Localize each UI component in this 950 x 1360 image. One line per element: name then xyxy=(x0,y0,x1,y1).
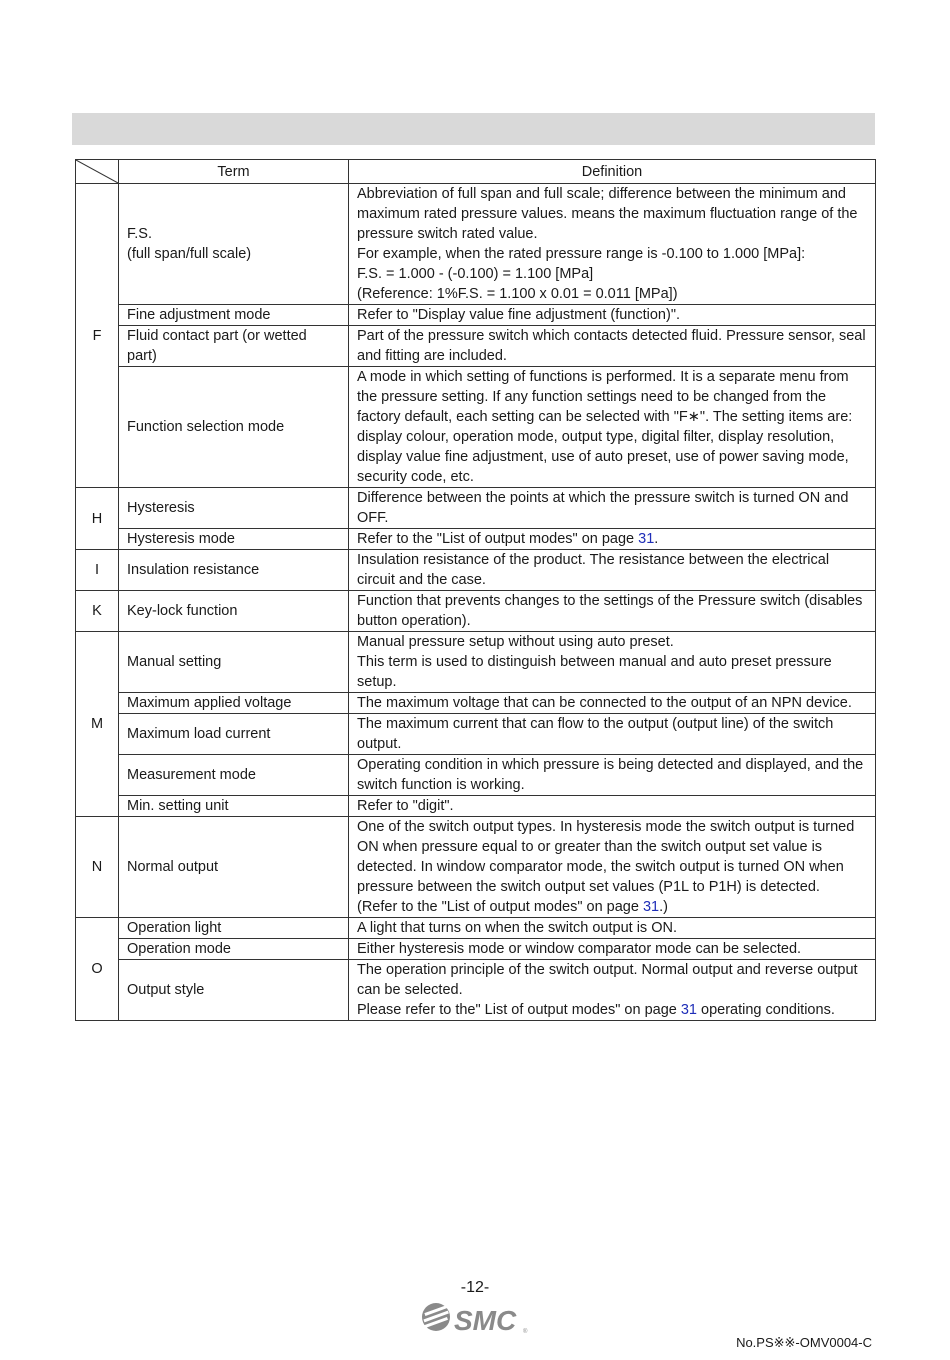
term-cell xyxy=(119,488,349,529)
index-letter: M xyxy=(76,632,119,817)
term-text: Insulation resistance xyxy=(127,562,260,578)
definition-cell xyxy=(349,632,876,693)
index-letter: I xyxy=(76,550,119,591)
definition-text: Operating condition in which pressure is being detected and displayed, and the switch function is working. xyxy=(357,757,864,793)
svg-text:®: ® xyxy=(523,1329,528,1335)
glossary-table xyxy=(75,159,876,1021)
definition-text: (Refer to the "List of output modes" on page 31.) xyxy=(357,899,668,915)
term-cell xyxy=(119,184,349,305)
definition-cell xyxy=(349,326,876,367)
definition-text: Manual pressure setup without using auto preset. xyxy=(357,634,674,650)
term-text: Manual setting xyxy=(127,654,222,670)
term-text: Measurement mode xyxy=(127,767,256,783)
term-cell xyxy=(119,796,349,817)
term-text: Hysteresis xyxy=(127,500,195,516)
term-cell xyxy=(119,817,349,918)
term-text: (full span/full scale) xyxy=(127,246,252,262)
definition-text: One of the switch output types. In hysteresis mode the switch output is turned ON when pressure equal to or greater than the switch output set value is detected. In window comparator mode, the switch output is turned ON when pressure between the switch output set values (P1L to P1H) is detected. xyxy=(357,819,855,895)
definition-text: Insulation resistance of the product. The resistance between the electrical circuit and the case. xyxy=(357,552,830,588)
index-letter: N xyxy=(76,817,119,918)
table-row xyxy=(76,693,876,714)
term-text: Min. setting unit xyxy=(127,798,229,814)
table-row xyxy=(76,550,876,591)
term-text: F.S. xyxy=(127,226,152,242)
definition-text: Part of the pressure switch which contacts detected fluid. Pressure sensor, seal and fitting are included. xyxy=(357,328,866,364)
table-row xyxy=(76,184,876,305)
term-cell xyxy=(119,714,349,755)
definition-text: Either hysteresis mode or window comparator mode can be selected. xyxy=(357,941,802,957)
definition-text: Abbreviation of full span and full scale; difference between the minimum and maximum rated pressure values. means the maximum fluctuation range of the pressure switch rated value. xyxy=(357,186,858,242)
table-header-row xyxy=(76,160,876,184)
term-text: Key-lock function xyxy=(127,603,238,619)
definition-text: Refer to "Display value fine adjustment (function)". xyxy=(357,307,681,323)
definition-text: The maximum current that can flow to the output (output line) of the switch output. xyxy=(357,716,834,752)
document-id: No.PS※※-OMV0004-C xyxy=(736,1335,872,1350)
term-cell xyxy=(119,305,349,326)
term-cell xyxy=(119,326,349,367)
definition-cell xyxy=(349,693,876,714)
definition-text: Difference between the points at which the pressure switch is turned ON and OFF. xyxy=(357,490,849,526)
definition-column-header: Definition xyxy=(349,160,876,184)
definition-text: A light that turns on when the switch output is ON. xyxy=(357,920,677,936)
index-letter: K xyxy=(76,591,119,632)
term-cell xyxy=(119,529,349,550)
table-row xyxy=(76,960,876,1021)
definition-cell xyxy=(349,918,876,939)
page-number: -12- xyxy=(460,1279,490,1296)
definition-text: Please refer to the" List of output modes" on page 31 operating conditions. xyxy=(357,1002,835,1018)
definition-cell xyxy=(349,714,876,755)
table-row xyxy=(76,817,876,918)
term-text: Fluid contact part (or wetted part) xyxy=(127,328,307,364)
table-row xyxy=(76,755,876,796)
term-text: Fine adjustment mode xyxy=(127,307,271,323)
page-link[interactable]: 31 xyxy=(680,1002,697,1018)
term-text: Operation mode xyxy=(127,941,231,957)
index-letter: O xyxy=(76,918,119,1021)
table-row xyxy=(76,529,876,550)
term-text: Maximum applied voltage xyxy=(127,695,292,711)
table-row xyxy=(76,488,876,529)
term-text: Function selection mode xyxy=(127,419,285,435)
definition-cell xyxy=(349,529,876,550)
definition-cell xyxy=(349,184,876,305)
page-link[interactable]: 31 xyxy=(638,531,655,547)
table-row xyxy=(76,326,876,367)
term-cell xyxy=(119,755,349,796)
definition-text: (Reference: 1%F.S. = 1.100 x 0.01 = 0.011 [MPa]) xyxy=(357,286,678,302)
definition-cell xyxy=(349,305,876,326)
table-row xyxy=(76,367,876,488)
index-letter: F xyxy=(76,184,119,488)
term-cell xyxy=(119,367,349,488)
definition-text: A mode in which setting of functions is performed. It is a separate menu from the pressure setting. If any function settings need to be changed from the factory default, each setting can be selected with "F∗". The setting items are: display colour, operation mode, output type, digital filter, display resolution, display value fine adjustment, use of auto preset, use of power saving mode, security code, etc. xyxy=(357,369,853,485)
definition-cell xyxy=(349,796,876,817)
definition-cell xyxy=(349,367,876,488)
term-text: Normal output xyxy=(127,859,219,875)
table-row xyxy=(76,632,876,693)
term-column-header: Term xyxy=(119,160,349,184)
table-row xyxy=(76,918,876,939)
definition-cell xyxy=(349,939,876,960)
term-cell xyxy=(119,939,349,960)
definition-cell xyxy=(349,591,876,632)
term-cell xyxy=(119,693,349,714)
term-cell xyxy=(119,591,349,632)
definition-text: F.S. = 1.000 - (-0.100) = 1.100 [MPa] xyxy=(357,266,594,282)
definition-cell xyxy=(349,960,876,1021)
term-text: Maximum load current xyxy=(127,726,271,742)
definition-text: For example, when the rated pressure range is -0.100 to 1.000 [MPa]: xyxy=(357,246,806,262)
svg-text:SMC: SMC xyxy=(454,1305,517,1336)
definition-text: The operation principle of the switch output. Normal output and reverse output can be selected. xyxy=(357,962,858,998)
definition-cell xyxy=(349,488,876,529)
table-row xyxy=(76,714,876,755)
page-link[interactable]: 31 xyxy=(642,899,660,915)
definition-text: Refer to the "List of output modes" on page 31. xyxy=(357,531,659,547)
term-text: Operation light xyxy=(127,920,222,936)
definition-cell xyxy=(349,755,876,796)
term-cell xyxy=(119,960,349,1021)
term-cell xyxy=(119,550,349,591)
term-cell xyxy=(119,632,349,693)
table-row xyxy=(76,796,876,817)
table-row xyxy=(76,305,876,326)
definition-text: Refer to "digit". xyxy=(357,798,454,814)
term-text: Hysteresis mode xyxy=(127,531,235,547)
definition-text: The maximum voltage that can be connected to the output of an NPN device. xyxy=(357,695,852,711)
section-header-bar xyxy=(72,113,875,145)
index-letter: H xyxy=(76,488,119,550)
definition-cell xyxy=(349,550,876,591)
table-row xyxy=(76,939,876,960)
corner-cell xyxy=(76,160,119,184)
term-cell xyxy=(119,918,349,939)
definition-cell xyxy=(349,817,876,918)
smc-logo xyxy=(420,1300,530,1336)
term-text: Output style xyxy=(127,982,205,998)
definition-text: This term is used to distinguish between manual and auto preset pressure setup. xyxy=(357,654,832,690)
definition-text: Function that prevents changes to the settings of the Pressure switch (disables button operation). xyxy=(357,593,863,629)
table-row xyxy=(76,591,876,632)
